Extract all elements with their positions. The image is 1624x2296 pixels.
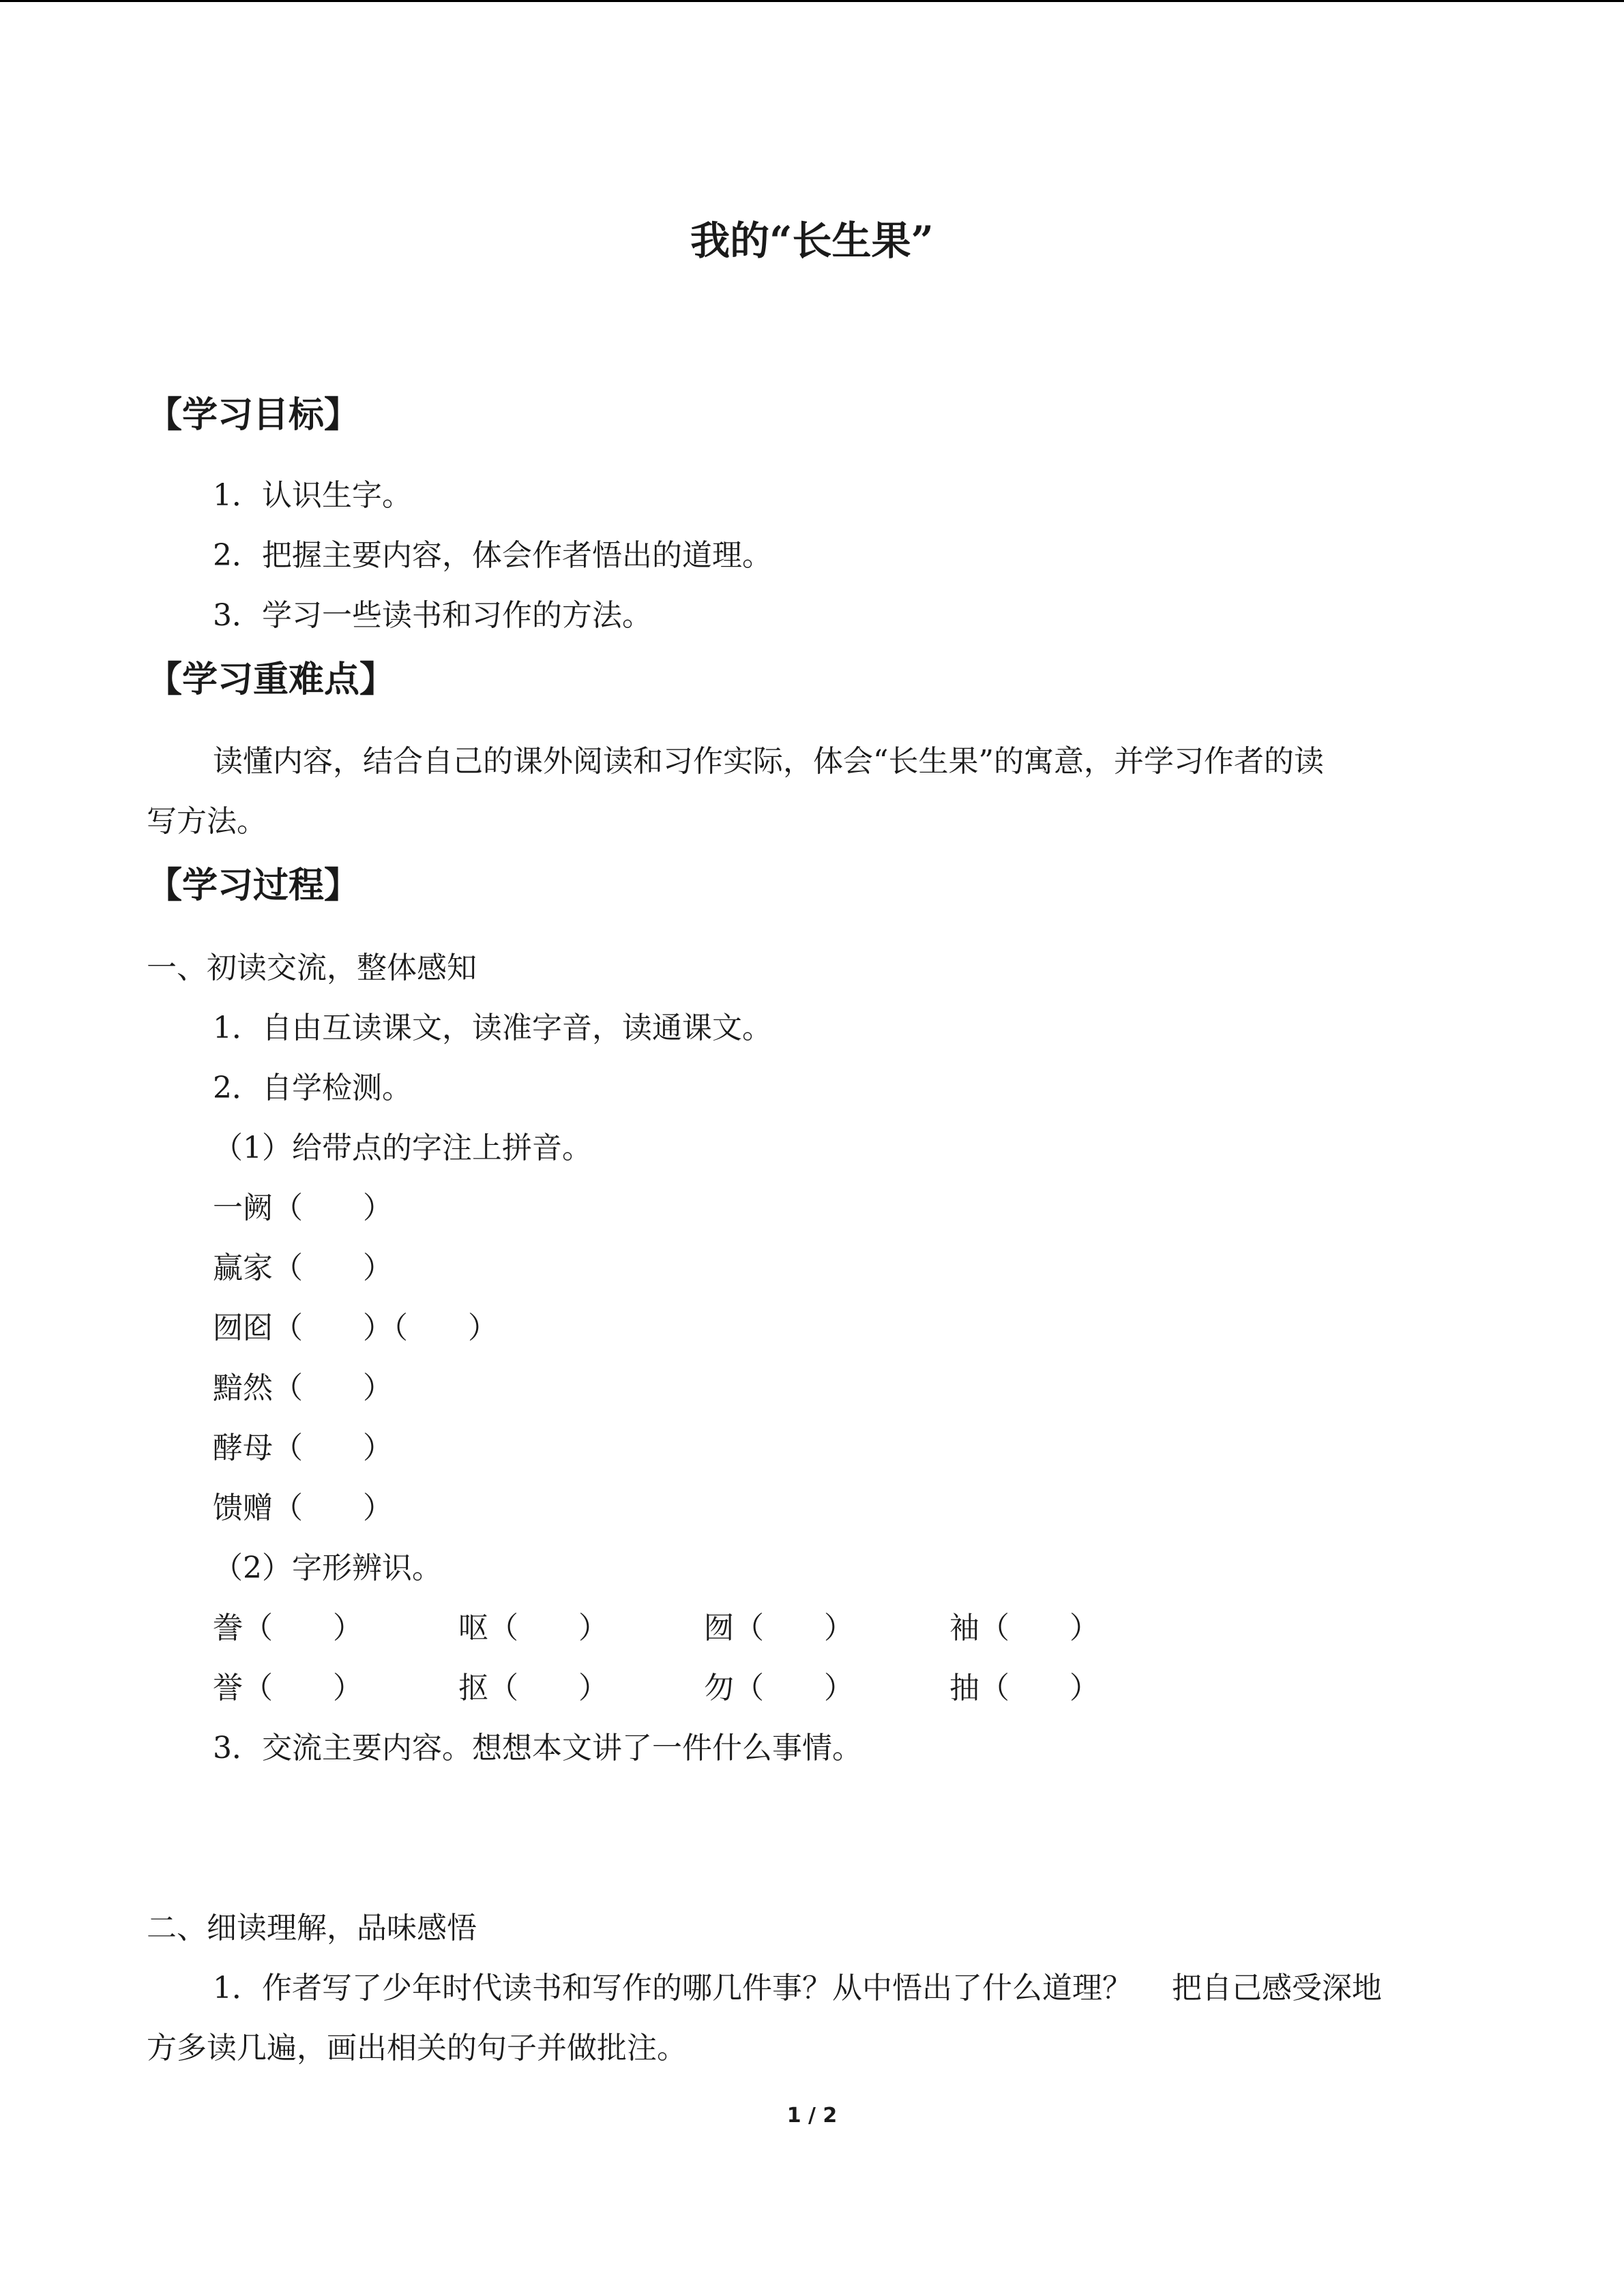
part1-step1: 1．自由互读课文，读准字音，读通课文。 [213,1011,772,1045]
process-heading: 【学习过程】 [147,865,360,906]
part1-step2: 2．自学检测。 [213,1071,412,1105]
page-title: 我的“长生果” [690,218,934,264]
top-border [0,0,1624,2]
part2-heading: 二、细读理解，品味感悟 [147,1911,477,1945]
glyph-item: 誊（ ） [213,1611,363,1645]
goal-item: 3．学习一些读书和习作的方法。 [213,598,652,633]
part1-step3: 3．交流主要内容。想想本文讲了一件什么事情。 [213,1731,862,1765]
glyph-item: 抠（ ） [458,1671,608,1705]
keypoints-text-line1: 读懂内容，结合自己的课外阅读和习作实际，体会“长生果”的寓意，并学习作者的读 [213,744,1324,779]
pinyin-item: 酵母（ ） [213,1431,393,1465]
glyph-instruction: （2）字形辨识。 [213,1551,442,1585]
part2-question-line1: 1．作者写了少年时代读书和写作的哪几件事？从中悟出了什么道理？ 把自己感受深地 [213,1971,1382,2006]
pinyin-item: 馈赠（ ） [213,1491,393,1525]
keypoints-text-line2: 写方法。 [147,804,267,839]
glyph-item: 抽（ ） [949,1671,1099,1705]
goals-heading: 【学习目标】 [147,394,360,436]
goal-item: 2．把握主要内容，体会作者悟出的道理。 [213,538,772,573]
part2-question-line2: 方多读几遍，画出相关的句子并做批注。 [147,2031,687,2066]
glyph-item: 勿（ ） [704,1671,854,1705]
part1-heading: 一、初读交流，整体感知 [147,951,477,985]
pinyin-item: 囫囵（ ）（ ） [213,1311,498,1345]
goal-item: 1．认识生字。 [213,478,412,513]
pinyin-item: 赢家（ ） [213,1251,393,1285]
glyph-item: 囫（ ） [704,1611,854,1645]
pinyin-instruction: （1）给带点的字注上拼音。 [213,1131,592,1165]
pinyin-item: 一阙（ ） [213,1191,393,1225]
pinyin-item: 黯然（ ） [213,1371,393,1405]
keypoints-heading: 【学习重难点】 [147,659,396,700]
glyph-item: 袖（ ） [949,1611,1099,1645]
glyph-item: 呕（ ） [458,1611,608,1645]
page-number: 1 / 2 [786,2104,838,2128]
glyph-item: 誉（ ） [213,1671,363,1705]
